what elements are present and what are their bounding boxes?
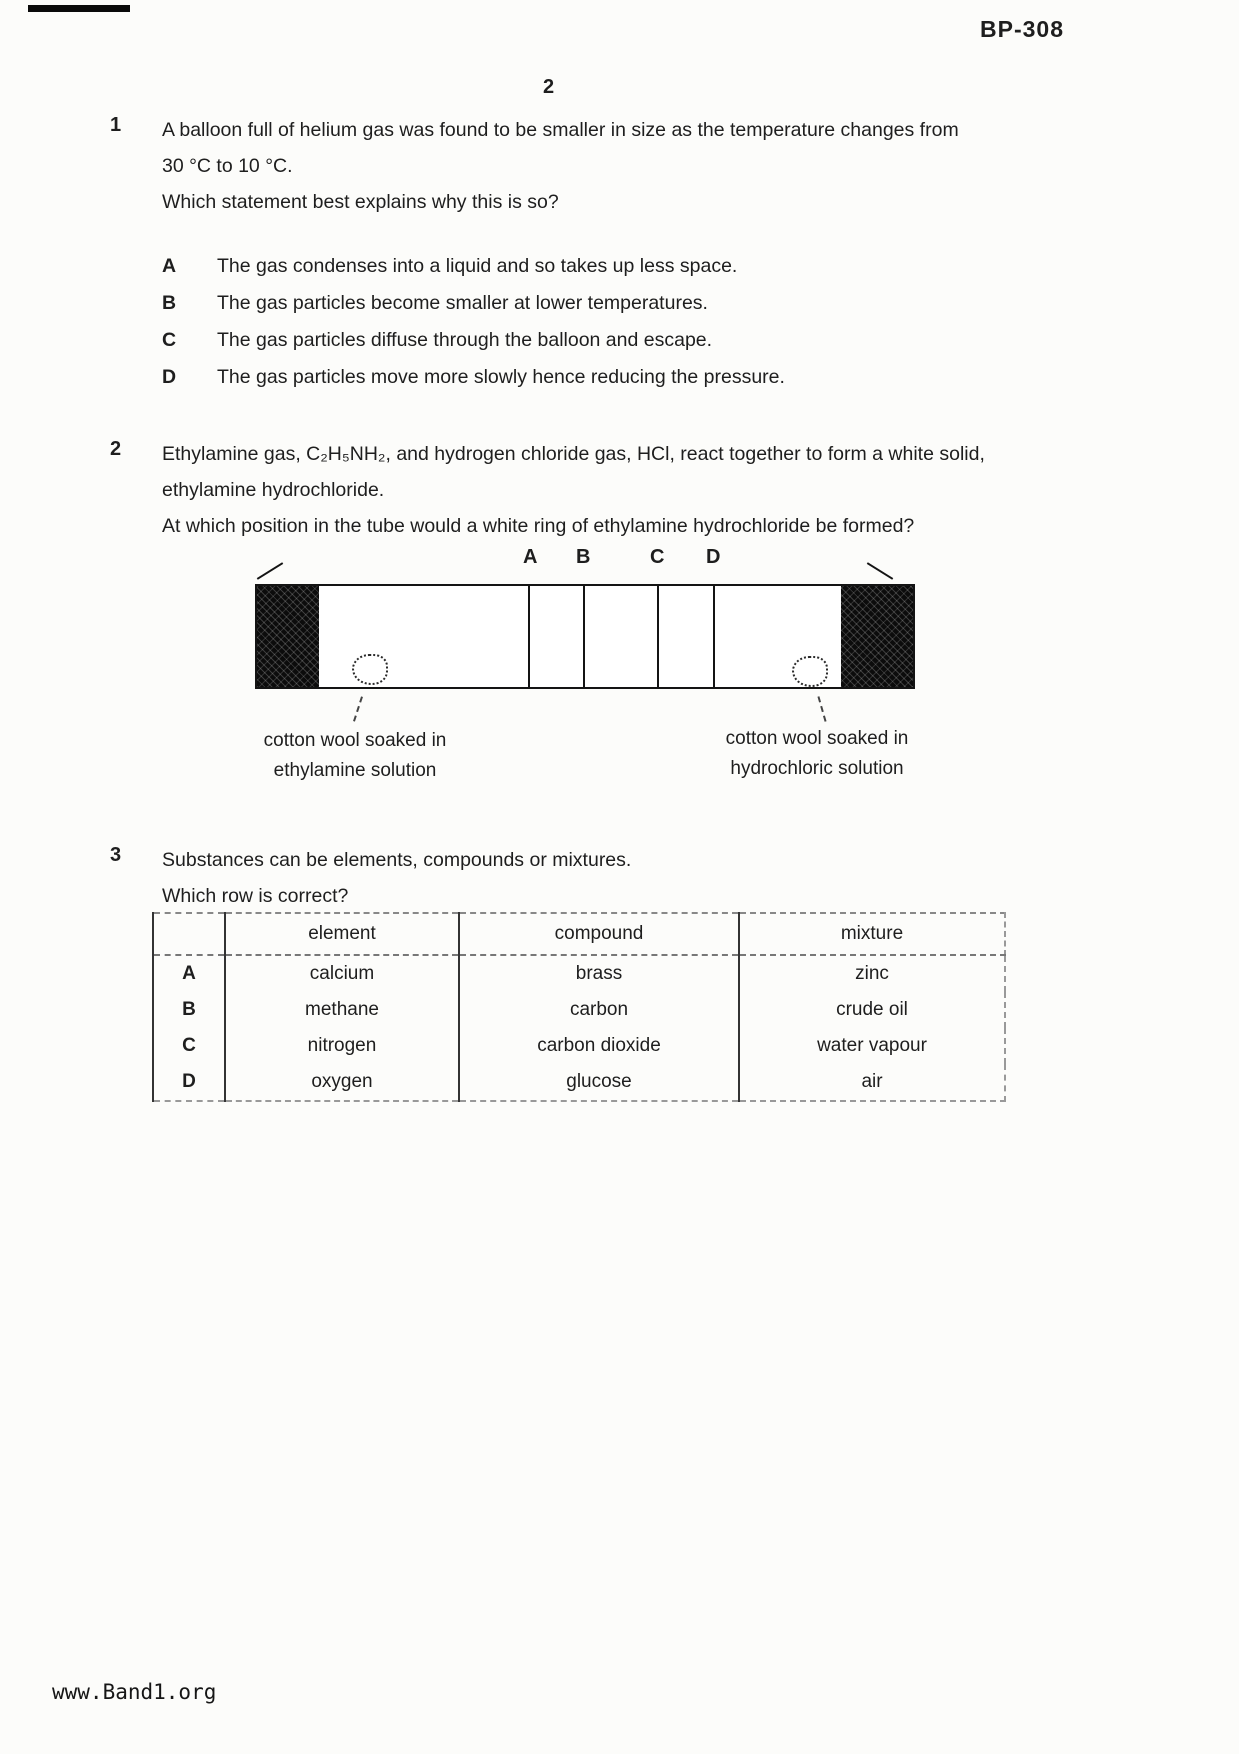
tube-position-label-a: A bbox=[523, 546, 538, 568]
cotton-wool-blob-left bbox=[352, 654, 388, 685]
table-cell: calcium bbox=[225, 955, 459, 992]
question-1-option-c bbox=[162, 322, 1055, 359]
question-1-options bbox=[162, 248, 1055, 396]
column-header: compound bbox=[459, 913, 739, 955]
question-2 bbox=[110, 436, 1055, 544]
table-cell: water vapour bbox=[739, 1028, 1005, 1064]
question-2-stem-line: At which position in the tube would a white ring of ethylamine hydrochloride be formed? bbox=[162, 515, 915, 537]
paper-code: BP-308 bbox=[980, 16, 1064, 42]
tube-position-line-b bbox=[583, 586, 585, 687]
table-cell: methane bbox=[225, 992, 459, 1028]
option-label: B bbox=[162, 292, 177, 314]
question-3-stem-line: Which row is correct? bbox=[162, 885, 349, 907]
question-1 bbox=[110, 112, 1055, 396]
option-text: The gas condenses into a liquid and so takes up less space. bbox=[217, 255, 738, 277]
tube-position-label-c: C bbox=[650, 546, 665, 568]
cotton-wool-blob-right bbox=[792, 656, 828, 687]
table-corner-cell bbox=[153, 913, 225, 955]
tube-end-mark-left bbox=[257, 562, 284, 580]
column-header: element bbox=[225, 913, 459, 955]
left-caption bbox=[249, 726, 461, 786]
page-number: 2 bbox=[543, 76, 555, 98]
tube-position-line-c bbox=[657, 586, 659, 687]
tube-end-mark-right bbox=[867, 562, 894, 580]
table-header-row bbox=[153, 913, 1005, 955]
table-row bbox=[153, 1028, 1005, 1064]
scan-artifact-mark bbox=[28, 5, 130, 12]
question-1-option-d bbox=[162, 359, 1055, 396]
question-1-number: 1 bbox=[110, 114, 122, 136]
cotton-plug-left bbox=[257, 586, 319, 687]
table-cell: carbon dioxide bbox=[459, 1028, 739, 1064]
option-label: C bbox=[162, 329, 177, 351]
table-row bbox=[153, 992, 1005, 1028]
question-1-option-b bbox=[162, 285, 1055, 322]
question-1-stem-line: A balloon full of helium gas was found to be smaller in size as the temperature changes from bbox=[162, 119, 959, 141]
table-cell: crude oil bbox=[739, 992, 1005, 1028]
row-label: A bbox=[153, 955, 225, 992]
question-3-number: 3 bbox=[110, 844, 122, 866]
question-1-stem-line: Which statement best explains why this is so? bbox=[162, 191, 559, 213]
question-2-stem-line: ethylamine hydrochloride. bbox=[162, 479, 385, 501]
right-caption-line: cotton wool soaked in bbox=[725, 728, 909, 749]
left-caption-line: cotton wool soaked in bbox=[263, 730, 447, 751]
question-1-option-a bbox=[162, 248, 1055, 285]
right-caption bbox=[711, 724, 923, 784]
table-cell: oxygen bbox=[225, 1064, 459, 1101]
tube-diagram bbox=[255, 546, 915, 796]
caption-leader-left bbox=[353, 696, 363, 721]
option-text: The gas particles move more slowly hence reducing the pressure. bbox=[217, 366, 785, 388]
cotton-plug-right bbox=[841, 586, 913, 687]
table-cell: brass bbox=[459, 955, 739, 992]
question-3 bbox=[110, 842, 1055, 1102]
table-cell: zinc bbox=[739, 955, 1005, 992]
question-1-stem-line: 30 °C to 10 °C. bbox=[162, 155, 293, 177]
classification-table bbox=[152, 912, 1006, 1102]
question-2-number: 2 bbox=[110, 438, 122, 460]
question-3-stem-line: Substances can be elements, compounds or mixtures. bbox=[162, 849, 632, 871]
table-cell: air bbox=[739, 1064, 1005, 1101]
table-row bbox=[153, 1064, 1005, 1101]
row-label: B bbox=[153, 992, 225, 1028]
table-cell: glucose bbox=[459, 1064, 739, 1101]
row-label: C bbox=[153, 1028, 225, 1064]
option-label: A bbox=[162, 255, 177, 277]
tube-position-line-d bbox=[713, 586, 715, 687]
table-cell: carbon bbox=[459, 992, 739, 1028]
caption-leader-right bbox=[817, 696, 826, 722]
left-caption-line: ethylamine solution bbox=[273, 760, 437, 781]
tube-position-label-b: B bbox=[576, 546, 591, 568]
question-2-stem-line: Ethylamine gas, C₂H₅NH₂, and hydrogen chloride gas, HCl, react together to form a white solid, bbox=[162, 443, 985, 465]
option-text: The gas particles become smaller at lower temperatures. bbox=[217, 292, 708, 314]
column-header: mixture bbox=[739, 913, 1005, 955]
option-label: D bbox=[162, 366, 177, 388]
right-caption-line: hydrochloric solution bbox=[730, 758, 904, 779]
footer-url: www.Band1.org bbox=[52, 1680, 217, 1704]
row-label: D bbox=[153, 1064, 225, 1101]
tube-position-label-d: D bbox=[706, 546, 721, 568]
table-cell: nitrogen bbox=[225, 1028, 459, 1064]
option-text: The gas particles diffuse through the balloon and escape. bbox=[217, 329, 713, 351]
table-row bbox=[153, 955, 1005, 992]
tube-position-line-a bbox=[528, 586, 530, 687]
